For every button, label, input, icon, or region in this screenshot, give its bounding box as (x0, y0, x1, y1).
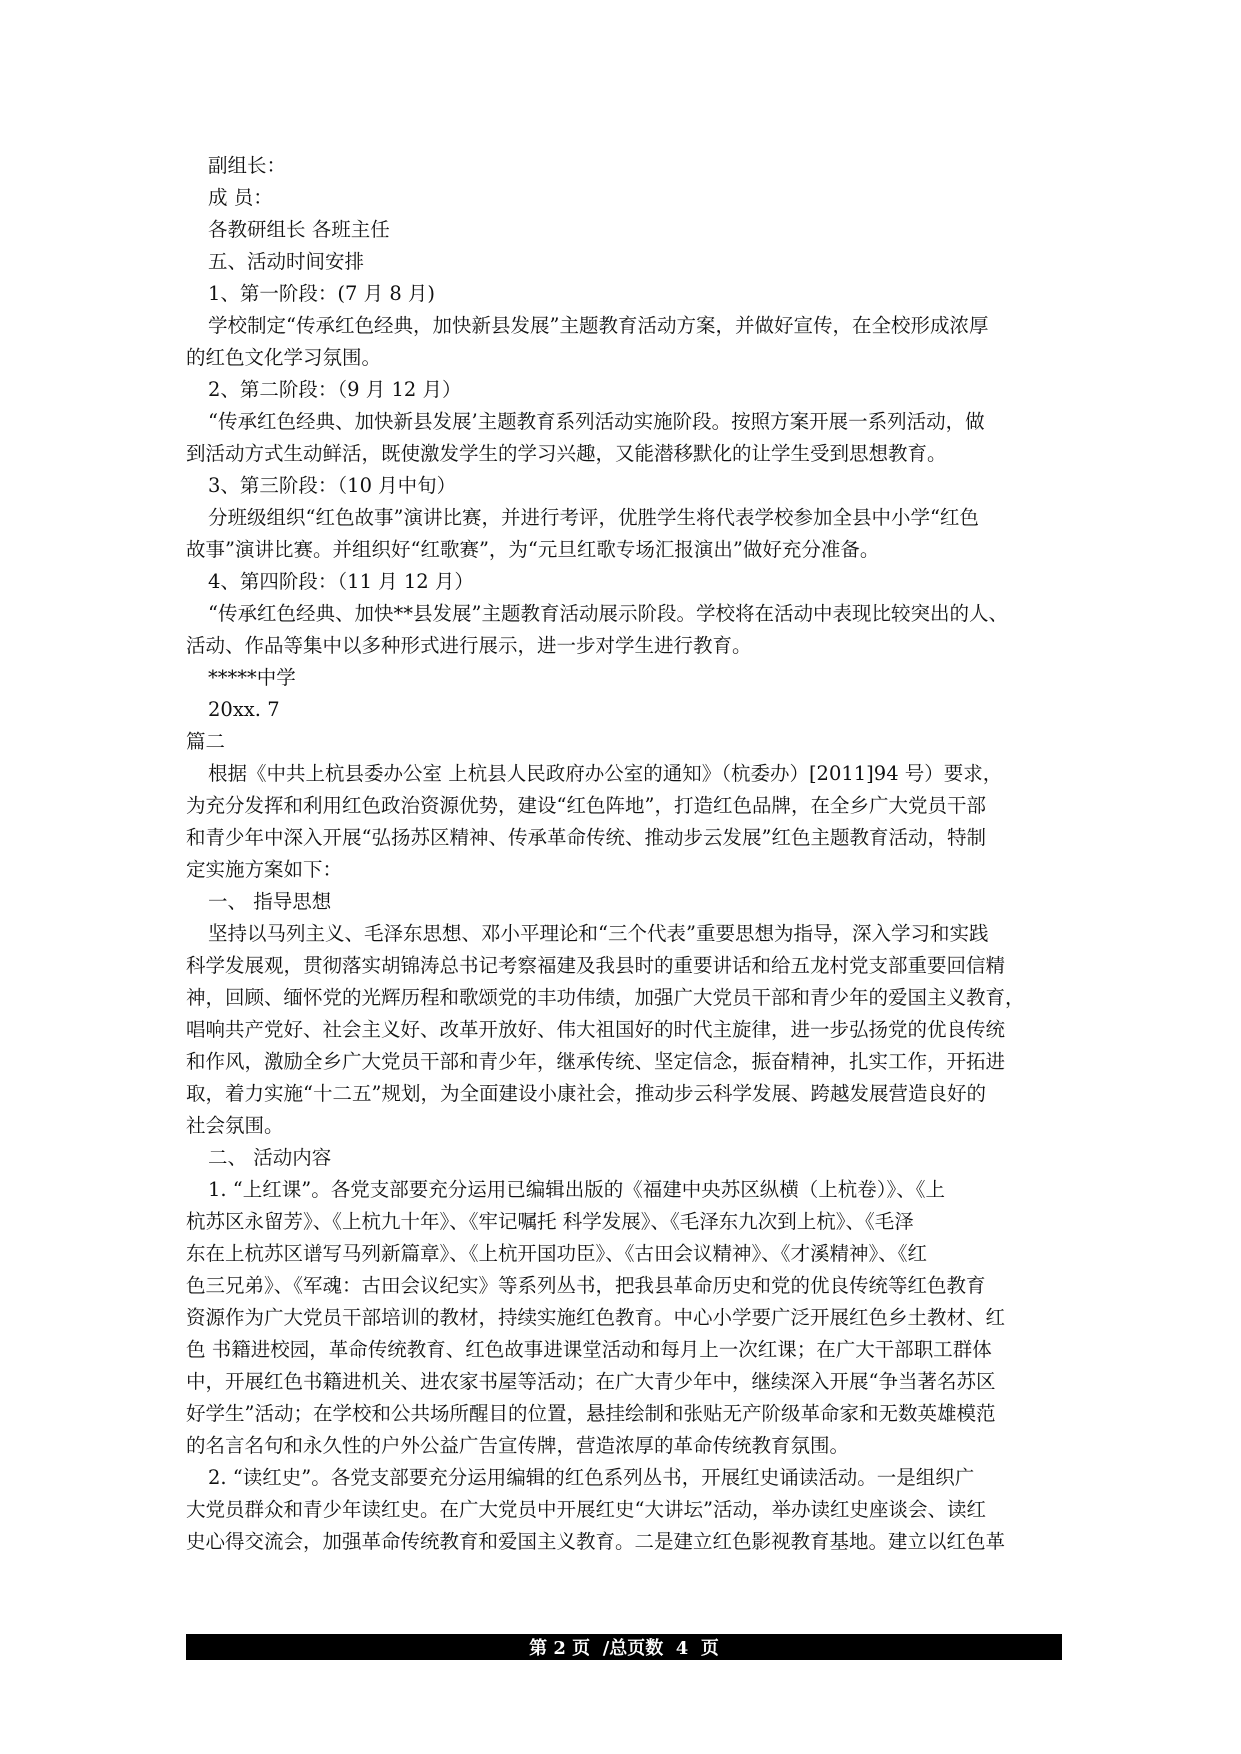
text-line: 和作风，激励全乡广大党员干部和青少年，继承传统、坚定信念，振奋精神，扎实工作，开拓进 (186, 1050, 1006, 1073)
text-line: 活动、作品等集中以多种形式进行展示，进一步对学生进行教育。 (186, 634, 752, 657)
text-line: 二、 活动内容 (208, 1146, 332, 1169)
text-line: 神，回顾、缅怀党的光辉历程和歌颂党的丰功伟绩，加强广大党员干部和青少年的爱国主义教育， (186, 986, 1025, 1009)
text-line: *****中学 (208, 666, 296, 689)
text-line: 3、第三阶段：（10 月中旬） (208, 474, 457, 497)
text-line: 20xx. 7 (208, 698, 280, 721)
text-line: 杭苏区永留芳》、《上杭九十年》、《牢记嘱托 科学发展》、《毛泽东九次到上杭》、《毛泽 (186, 1210, 914, 1233)
text-line: 故事”演讲比赛。并组织好“红歌赛”，为“元旦红歌专场汇报演出”做好充分准备。 (186, 538, 880, 561)
text-line: 1. “上红课”。各党支部要充分运用已编辑出版的《福建中央苏区纵横（上杭卷）》、《上 (208, 1178, 945, 1201)
text-line: 色 书籍进校园，革命传统教育、红色故事进课堂活动和每月上一次红课；在广大干部职工群体 (186, 1338, 992, 1361)
text-line: 分班级组织“红色故事”演讲比赛，并进行考评，优胜学生将代表学校参加全县中小学“红色 (208, 506, 979, 529)
text-line: 唱响共产党好、社会主义好、改革开放好、伟大祖国好的时代主旋律，进一步弘扬党的优良传统 (186, 1018, 1006, 1041)
text-line: 根据《中共上杭县委办公室 上杭县人民政府办公室的通知》（杭委办）[2011]94 号）要求， (208, 762, 1003, 785)
text-line: 1、第一阶段：(7 月 8 月) (208, 282, 436, 305)
page-number: 第 2 页 /总页数 4 页 (529, 1638, 719, 1659)
text-line: 到活动方式生动鲜活，既使激发学生的学习兴趣，又能潜移默化的让学生受到思想教育。 (186, 442, 947, 465)
text-line: 一、 指导思想 (208, 890, 332, 913)
text-line: “传承红色经典、加快**县发展”主题教育活动展示阶段。学校将在活动中表现比较突出的人、 (208, 602, 1008, 625)
text-line: 4、第四阶段：（11 月 12 月） (208, 570, 474, 593)
document-body (186, 150, 1066, 1558)
text-line: 东在上杭苏区谱写马列新篇章》、《上杭开国功臣》、《古田会议精神》、《才溪精神》、《红 (186, 1242, 928, 1265)
text-line: 2、第二阶段：（9 月 12 月） (208, 378, 462, 401)
text-line: 和青少年中深入开展“弘扬苏区精神、传承革命传统、推动步云发展”红色主题教育活动，特制 (186, 826, 986, 849)
text-line: 副组长： (208, 154, 287, 177)
text-line: 定实施方案如下： (186, 858, 343, 881)
text-line: 五、活动时间安排 (208, 250, 365, 273)
text-line: 大党员群众和青少年读红史。在广大党员中开展红史“大讲坛”活动，举办读红史座谈会、读红 (186, 1498, 986, 1521)
text-line: “传承红色经典、加快新县发展’主题教育系列活动实施阶段。按照方案开展一系列活动，做 (208, 410, 985, 433)
text-line: 成 员： (208, 186, 273, 209)
text-line: 各教研组长 各班主任 (208, 218, 390, 241)
text-line: 的名言名句和永久性的户外公益广告宣传牌，营造浓厚的革命传统教育氛围。 (186, 1434, 850, 1457)
text-line: 2. “读红史”。各党支部要充分运用编辑的红色系列丛书，开展红史诵读活动。一是组织广 (208, 1466, 975, 1489)
text-line: 史心得交流会，加强革命传统教育和爱国主义教育。二是建立红色影视教育基地。建立以红色革 (186, 1530, 1006, 1553)
page-footer (186, 1634, 1062, 1660)
text-line: 中，开展红色书籍进机关、进农家书屋等活动；在广大青少年中，继续深入开展“争当著名苏区 (186, 1370, 996, 1393)
text-line: 取，着力实施“十二五”规划，为全面建设小康社会，推动步云科学发展、跨越发展营造良好的 (186, 1082, 986, 1105)
text-line: 色三兄弟》、《军魂：古田会议纪实》等系列丛书，把我县革命历史和党的优良传统等红色教育 (186, 1274, 986, 1297)
text-line: 坚持以马列主义、毛泽东思想、邓小平理论和“三个代表”重要思想为指导，深入学习和实践 (208, 922, 989, 945)
text-line: 为充分发挥和利用红色政治资源优势，建设“红色阵地”，打造红色品牌，在全乡广大党员干部 (186, 794, 986, 817)
text-line: 资源作为广大党员干部培训的教材，持续实施红色教育。中心小学要广泛开展红色乡土教材、红 (186, 1306, 1006, 1329)
text-line: 篇二 (186, 730, 226, 753)
text-line: 的红色文化学习氛围。 (186, 346, 382, 369)
text-line: 科学发展观，贯彻落实胡锦涛总书记考察福建及我县时的重要讲话和给五龙村党支部重要回信精 (186, 954, 1006, 977)
text-line: 学校制定“传承红色经典，加快新县发展”主题教育活动方案，并做好宣传，在全校形成浓厚 (208, 314, 989, 337)
text-line: 社会氛围。 (186, 1114, 284, 1137)
text-line: 好学生”活动；在学校和公共场所醒目的位置，悬挂绘制和张贴无产阶级革命家和无数英雄模范 (186, 1402, 996, 1425)
